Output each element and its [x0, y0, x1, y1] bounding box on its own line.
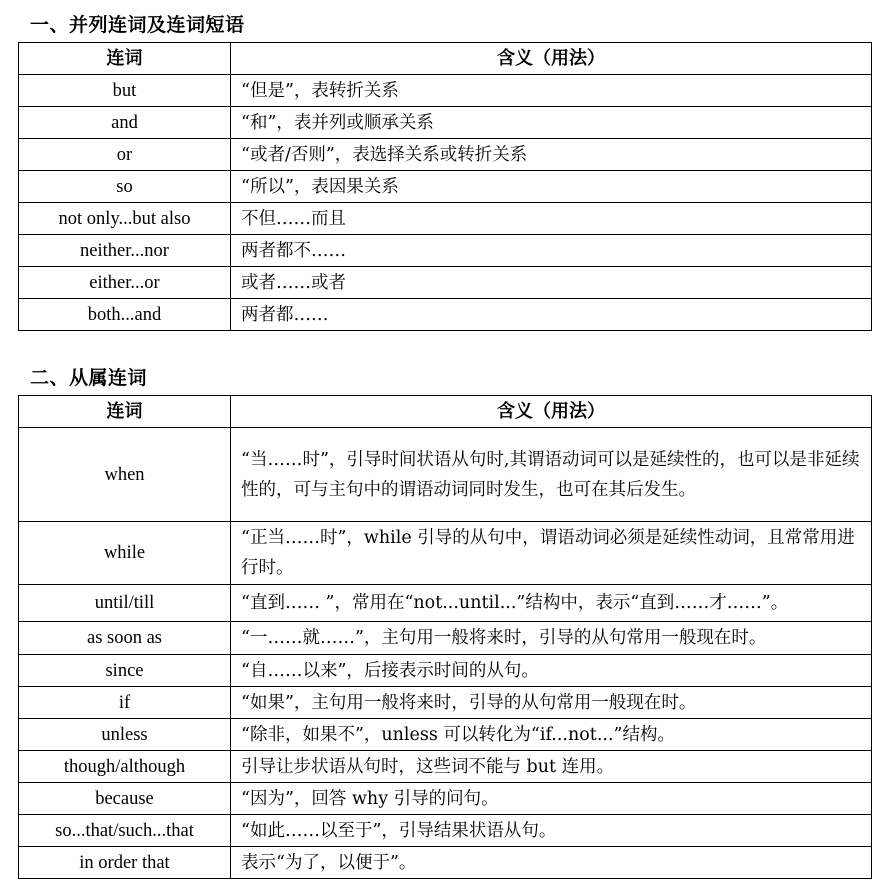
meaning-cell: “一……就……”，主句用一般将来时，引导的从句常用一般现在时。: [231, 622, 872, 655]
meaning-cell: 或者……或者: [231, 267, 872, 299]
table-row: [19, 522, 872, 585]
conjunction-cell: while: [19, 522, 231, 585]
table-row: [19, 428, 872, 522]
meaning-cell: “当……时”，引导时间状语从句时,其谓语动词可以是延续性的，也可以是非延续性的，可与主句中的谓语动词同时发生，也可在其后发生。: [231, 428, 872, 522]
meaning-cell: “因为”，回答 why 引导的问句。: [231, 783, 872, 815]
meaning-cell: “直到…… ”，常用在“not...until...”结构中，表示“直到……才……”。: [231, 585, 872, 622]
table-row: [19, 107, 872, 139]
conjunction-cell: not only...but also: [19, 203, 231, 235]
header-conjunction: 连词: [19, 396, 231, 428]
table-row: [19, 687, 872, 719]
table-row: [19, 783, 872, 815]
table-row: [19, 585, 872, 622]
table-row: [19, 203, 872, 235]
conjunction-cell: if: [19, 687, 231, 719]
conjunction-cell: so...that/such...that: [19, 815, 231, 847]
meaning-cell: “但是”，表转折关系: [231, 75, 872, 107]
table-row: [19, 299, 872, 331]
section2-title: 二、从属连词: [30, 367, 148, 389]
conjunction-cell: since: [19, 655, 231, 687]
meaning-cell: “和”，表并列或顺承关系: [231, 107, 872, 139]
conjunction-cell: both...and: [19, 299, 231, 331]
meaning-cell: “或者/否则”，表选择关系或转折关系: [231, 139, 872, 171]
conjunction-cell: because: [19, 783, 231, 815]
meaning-cell: 不但……而且: [231, 203, 872, 235]
table-row: [19, 622, 872, 655]
meaning-cell: “正当……时”，while 引导的从句中，谓语动词必须是延续性动词，且常常用进行时。: [231, 522, 872, 585]
section1-title: 一、并列连词及连词短语: [30, 14, 245, 36]
conjunction-cell: either...or: [19, 267, 231, 299]
meaning-cell: “如此……以至于”，引导结果状语从句。: [231, 815, 872, 847]
conjunction-cell: when: [19, 428, 231, 522]
table-row: [19, 171, 872, 203]
meaning-cell: “所以”，表因果关系: [231, 171, 872, 203]
conjunction-cell: so: [19, 171, 231, 203]
table-row: [19, 847, 872, 879]
conjunction-cell: but: [19, 75, 231, 107]
meaning-cell: 表示“为了，以便于”。: [231, 847, 872, 879]
header-meaning: 含义（用法）: [231, 396, 872, 428]
meaning-cell: 两者都不……: [231, 235, 872, 267]
table-row: [19, 75, 872, 107]
meaning-cell: 引导让步状语从句时，这些词不能与 but 连用。: [231, 751, 872, 783]
meaning-cell: “如果”，主句用一般将来时，引导的从句常用一般现在时。: [231, 687, 872, 719]
conjunction-cell: until/till: [19, 585, 231, 622]
table-row: [19, 235, 872, 267]
table-row: [19, 139, 872, 171]
header-conjunction: 连词: [19, 43, 231, 75]
header-meaning: 含义（用法）: [231, 43, 872, 75]
conjunction-cell: as soon as: [19, 622, 231, 655]
coordinating-conjunctions-table: [18, 42, 872, 331]
conjunction-cell: unless: [19, 719, 231, 751]
table-row: [19, 815, 872, 847]
table-row: [19, 719, 872, 751]
table-row: [19, 267, 872, 299]
conjunction-cell: in order that: [19, 847, 231, 879]
table-header-row: [19, 396, 872, 428]
conjunction-cell: though/although: [19, 751, 231, 783]
table-row: [19, 655, 872, 687]
meaning-cell: “除非，如果不”，unless 可以转化为“if...not...”结构。: [231, 719, 872, 751]
conjunction-cell: or: [19, 139, 231, 171]
table-row: [19, 751, 872, 783]
meaning-cell: “自……以来”，后接表示时间的从句。: [231, 655, 872, 687]
meaning-cell: 两者都……: [231, 299, 872, 331]
conjunction-cell: and: [19, 107, 231, 139]
table-header-row: [19, 43, 872, 75]
conjunction-cell: neither...nor: [19, 235, 231, 267]
subordinating-conjunctions-table: [18, 395, 872, 879]
